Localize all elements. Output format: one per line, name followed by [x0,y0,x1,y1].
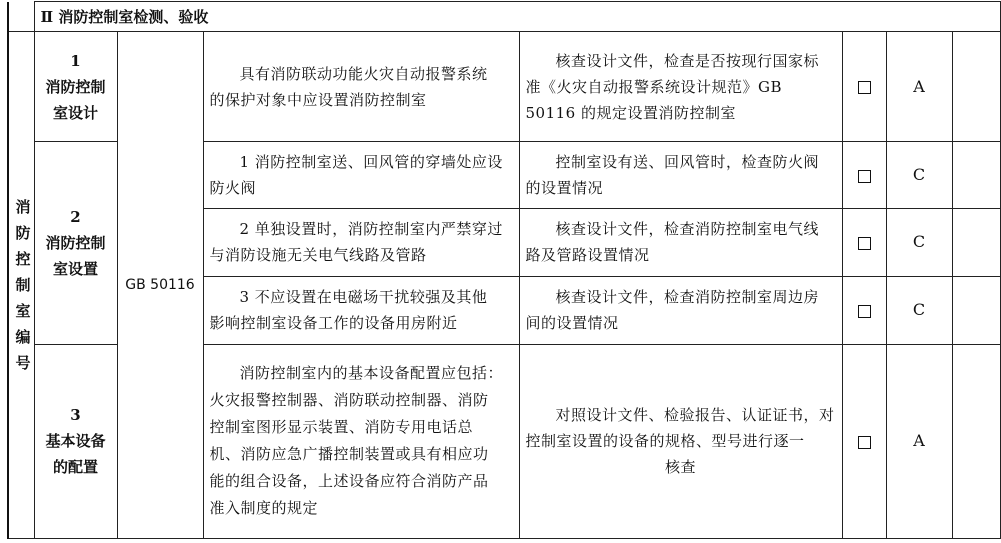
check-method-2-1 [519,142,842,209]
requirement-line: 具有消防联动功能火灾自动报警系统 [239,64,488,83]
check-method-2-3 [519,276,842,344]
result-cell-2-1 [952,142,1000,209]
section-title: Ⅱ 消防控制室检测、验收 [34,2,1000,32]
result-cell-2-2 [952,209,1000,276]
item-3 [34,344,117,538]
requirement-line: 控制室图形显示装置、消防专用电话总 [209,418,474,437]
item-3-name-1: 基本设备 [45,432,106,451]
checkbox-cell-2-2[interactable] [842,209,886,276]
checkbox-2-1[interactable] [858,170,871,183]
grade-2-2: C [886,209,952,276]
check-line: 核查 [664,458,696,477]
requirement-line: 准入制度的规定 [209,499,319,518]
requirement-2-1 [203,142,519,209]
checkbox-2-2[interactable] [858,237,871,250]
requirement-1 [203,32,519,142]
inspection-table [7,1,1001,539]
check-line: 核查设计文件，检查消防控制室周边房 [555,288,820,307]
side-label [8,32,34,539]
requirement-line: 1 消防控制室送、回风管的穿墙处应设 [239,153,503,172]
item-2 [34,142,117,344]
checkbox-cell-3[interactable] [842,344,886,538]
requirement-line: 的保护对象中应设置消防控制室 [209,90,427,109]
result-cell-1 [952,32,1000,142]
item-1 [34,32,117,142]
check-line: 准《火灾自动报警系统设计规范》GB [525,77,783,96]
result-cell-2-3 [952,276,1000,344]
requirement-line: 机、消防应急广播控制装置或具有相应功 [209,445,489,464]
check-line: 控制室设置的设备的规格、型号进行逐一 [525,432,805,451]
requirement-2-2 [203,209,519,276]
check-line: 核查设计文件，检查消防控制室电气线 [555,220,820,239]
requirement-line: 能的组合设备，上述设备应符合消防产品 [209,472,489,491]
item-1-no: 1 [70,51,81,70]
item-1-name-2: 室设计 [52,103,98,122]
grade-1: A [886,32,952,142]
check-line: 对照设计文件、检验报告、认证证书，对 [555,406,835,425]
check-method-3 [519,344,842,538]
checkbox-3[interactable] [858,436,871,449]
requirement-line: 消防控制室内的基本设备配置应包括： [239,364,504,383]
requirement-3 [203,344,519,538]
item-2-name-1: 消防控制 [45,233,106,252]
checkbox-2-3[interactable] [858,305,871,318]
requirement-line: 3 不应设置在电磁场干扰较强及其他 [239,288,488,307]
result-cell-3 [952,344,1000,538]
requirement-2-3 [203,276,519,344]
check-line: 核查设计文件，检查是否按现行国家标 [555,51,820,70]
item-2-no: 2 [70,207,81,226]
check-line: 控制室设有送、回风管时，检查防火阀 [555,153,820,172]
checkbox-1[interactable] [858,81,871,94]
checkbox-cell-2-3[interactable] [842,276,886,344]
item-3-name-2: 的配置 [52,458,98,477]
check-method-2-2 [519,209,842,276]
checkbox-cell-2-1[interactable] [842,142,886,209]
grade-2-3: C [886,276,952,344]
item-2-name-2: 室设置 [52,259,98,278]
check-line: 50116 的规定设置消防控制室 [525,103,736,122]
check-line: 的设置情况 [525,179,604,198]
requirement-line: 与消防设施无关电气线路及管路 [209,246,427,265]
grade-2-1: C [886,142,952,209]
requirement-line: 防火阀 [209,179,257,198]
checkbox-cell-1[interactable] [842,32,886,142]
side-label-text: 消防控制室编号 [15,198,31,373]
requirement-line: 影响控制室设备工作的设备用房附近 [209,314,458,333]
check-method-1 [519,32,842,142]
item-3-no: 3 [70,406,81,425]
requirement-line: 2 单独设置时，消防控制室内严禁穿过 [239,220,503,239]
grade-3: A [886,344,952,538]
item-1-name-1: 消防控制 [45,77,106,96]
standard-code: GB 50116 [117,32,203,539]
requirement-line: 火灾报警控制器、消防联动控制器、消防 [209,391,489,410]
check-line: 间的设置情况 [525,314,619,333]
check-line: 路及管路设置情况 [525,246,650,265]
